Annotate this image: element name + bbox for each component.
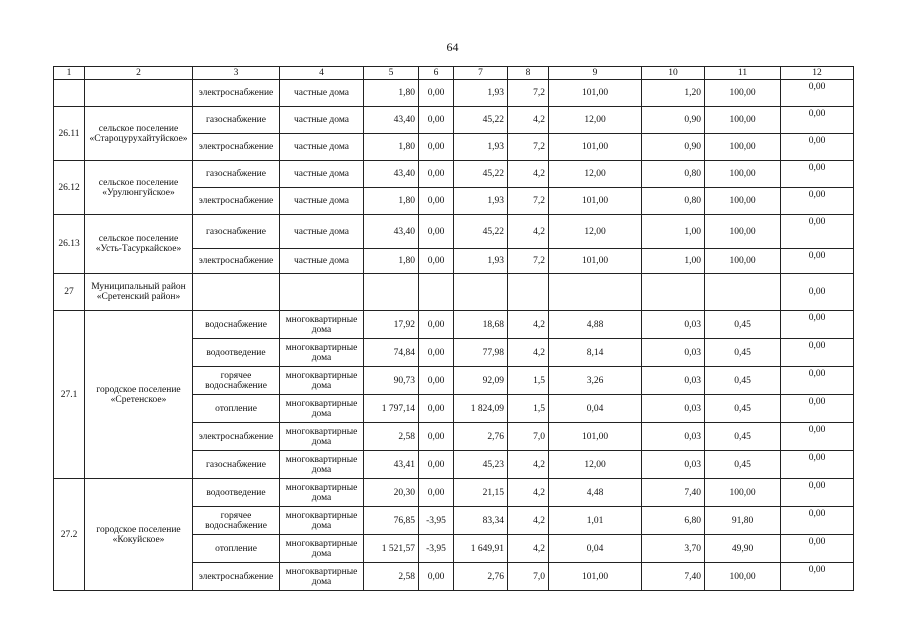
- value-cell: 4,2: [508, 507, 549, 535]
- data-table: [53, 66, 854, 591]
- value-cell: 100,00: [705, 80, 781, 107]
- value-cell: 0,00: [781, 367, 854, 395]
- value-cell: 12,00: [549, 107, 642, 134]
- value-cell: 0,00: [419, 451, 454, 479]
- value-cell: 18,68: [454, 311, 508, 339]
- value-cell: 7,2: [508, 134, 549, 161]
- value-cell: 0,00: [781, 479, 854, 507]
- value-cell: 0,00: [781, 215, 854, 249]
- type-cell: многоквартирные дома: [280, 507, 364, 535]
- row-id-cell: 27.1: [54, 311, 85, 479]
- value-cell: 100,00: [705, 188, 781, 215]
- service-cell: газоснабжение: [193, 107, 280, 134]
- value-cell: 1,01: [549, 507, 642, 535]
- value-cell: 8,14: [549, 339, 642, 367]
- row-id-cell: 26.12: [54, 161, 85, 215]
- service-cell: горячее водоснабжение: [193, 367, 280, 395]
- value-cell: 1,93: [454, 134, 508, 161]
- value-cell: 1,00: [642, 215, 705, 249]
- value-cell: 43,40: [364, 107, 419, 134]
- value-cell: 0,00: [781, 134, 854, 161]
- value-cell: 0,03: [642, 339, 705, 367]
- value-cell: 101,00: [549, 563, 642, 591]
- value-cell: 43,40: [364, 215, 419, 249]
- value-cell: 2,58: [364, 563, 419, 591]
- value-cell: 100,00: [705, 249, 781, 274]
- value-cell: 1,80: [364, 249, 419, 274]
- row-name-cell: Муниципальный район «Сретенский район»: [85, 274, 193, 311]
- header-row: [54, 67, 854, 80]
- type-cell: многоквартирные дома: [280, 423, 364, 451]
- value-cell: 1,93: [454, 188, 508, 215]
- value-cell: 0,00: [781, 80, 854, 107]
- value-cell: 4,2: [508, 339, 549, 367]
- value-cell: 4,2: [508, 161, 549, 188]
- value-cell: [705, 274, 781, 311]
- type-cell: многоквартирные дома: [280, 311, 364, 339]
- row-name-cell: [85, 80, 193, 107]
- value-cell: 83,34: [454, 507, 508, 535]
- type-cell: многоквартирные дома: [280, 535, 364, 563]
- value-cell: 101,00: [549, 188, 642, 215]
- value-cell: 100,00: [705, 134, 781, 161]
- row-id-cell: 27: [54, 274, 85, 311]
- value-cell: 45,22: [454, 215, 508, 249]
- value-cell: -3,95: [419, 507, 454, 535]
- value-cell: 45,23: [454, 451, 508, 479]
- value-cell: 0,00: [781, 188, 854, 215]
- value-cell: 1,93: [454, 80, 508, 107]
- value-cell: 0,00: [781, 535, 854, 563]
- value-cell: -3,95: [419, 535, 454, 563]
- value-cell: 0,00: [781, 274, 854, 311]
- value-cell: 7,2: [508, 80, 549, 107]
- type-cell: частные дома: [280, 215, 364, 249]
- value-cell: 1 797,14: [364, 395, 419, 423]
- table-row: [54, 161, 854, 188]
- value-cell: 77,98: [454, 339, 508, 367]
- value-cell: 101,00: [549, 134, 642, 161]
- value-cell: 100,00: [705, 215, 781, 249]
- value-cell: 101,00: [549, 249, 642, 274]
- table-row: [54, 479, 854, 507]
- value-cell: 0,00: [781, 107, 854, 134]
- type-cell: [280, 274, 364, 311]
- row-id-cell: [54, 80, 85, 107]
- type-cell: частные дома: [280, 188, 364, 215]
- table-row: [54, 274, 854, 311]
- value-cell: 49,90: [705, 535, 781, 563]
- table-row: [54, 215, 854, 249]
- value-cell: 4,2: [508, 451, 549, 479]
- service-cell: электроснабжение: [193, 80, 280, 107]
- value-cell: 0,00: [781, 451, 854, 479]
- value-cell: 7,40: [642, 563, 705, 591]
- value-cell: 1,80: [364, 80, 419, 107]
- value-cell: 12,00: [549, 215, 642, 249]
- value-cell: 2,76: [454, 563, 508, 591]
- value-cell: 1,20: [642, 80, 705, 107]
- value-cell: 0,45: [705, 395, 781, 423]
- value-cell: 0,00: [781, 339, 854, 367]
- service-cell: отопление: [193, 535, 280, 563]
- value-cell: 45,22: [454, 107, 508, 134]
- value-cell: 7,2: [508, 249, 549, 274]
- row-name-cell: сельское поселение «Усть-Тасуркайское»: [85, 215, 193, 274]
- col-header: 5: [364, 67, 419, 80]
- row-id-cell: 27.2: [54, 479, 85, 591]
- service-cell: электроснабжение: [193, 249, 280, 274]
- value-cell: 21,15: [454, 479, 508, 507]
- service-cell: [193, 274, 280, 311]
- type-cell: частные дома: [280, 249, 364, 274]
- value-cell: 100,00: [705, 563, 781, 591]
- value-cell: 7,2: [508, 188, 549, 215]
- value-cell: 0,00: [419, 134, 454, 161]
- value-cell: 7,0: [508, 423, 549, 451]
- value-cell: 43,40: [364, 161, 419, 188]
- value-cell: 0,03: [642, 423, 705, 451]
- row-name-cell: городское поселение «Сретенское»: [85, 311, 193, 479]
- col-header: 6: [419, 67, 454, 80]
- value-cell: 4,2: [508, 215, 549, 249]
- value-cell: 1,93: [454, 249, 508, 274]
- col-header: 10: [642, 67, 705, 80]
- value-cell: 0,00: [419, 479, 454, 507]
- value-cell: 1,5: [508, 367, 549, 395]
- value-cell: 0,00: [419, 249, 454, 274]
- service-cell: отопление: [193, 395, 280, 423]
- value-cell: 20,30: [364, 479, 419, 507]
- value-cell: 100,00: [705, 479, 781, 507]
- col-header: 4: [280, 67, 364, 80]
- value-cell: 0,45: [705, 339, 781, 367]
- value-cell: 17,92: [364, 311, 419, 339]
- value-cell: 0,00: [781, 395, 854, 423]
- value-cell: 1,5: [508, 395, 549, 423]
- value-cell: 2,58: [364, 423, 419, 451]
- col-header: 8: [508, 67, 549, 80]
- value-cell: 3,70: [642, 535, 705, 563]
- value-cell: 0,03: [642, 367, 705, 395]
- value-cell: 4,2: [508, 311, 549, 339]
- type-cell: многоквартирные дома: [280, 479, 364, 507]
- type-cell: частные дома: [280, 107, 364, 134]
- value-cell: 91,80: [705, 507, 781, 535]
- value-cell: 0,00: [419, 563, 454, 591]
- col-header: 11: [705, 67, 781, 80]
- row-name-cell: сельское поселение «Урулюнгуйское»: [85, 161, 193, 215]
- value-cell: 0,45: [705, 311, 781, 339]
- value-cell: [419, 274, 454, 311]
- value-cell: 1 521,57: [364, 535, 419, 563]
- col-header: 7: [454, 67, 508, 80]
- value-cell: 0,90: [642, 107, 705, 134]
- value-cell: 0,04: [549, 535, 642, 563]
- value-cell: 0,03: [642, 395, 705, 423]
- service-cell: электроснабжение: [193, 188, 280, 215]
- type-cell: многоквартирные дома: [280, 339, 364, 367]
- service-cell: водоснабжение: [193, 311, 280, 339]
- value-cell: 0,00: [419, 311, 454, 339]
- value-cell: 0,80: [642, 188, 705, 215]
- type-cell: многоквартирные дома: [280, 451, 364, 479]
- value-cell: 0,00: [781, 249, 854, 274]
- service-cell: газоснабжение: [193, 215, 280, 249]
- value-cell: 43,41: [364, 451, 419, 479]
- value-cell: 0,90: [642, 134, 705, 161]
- value-cell: 0,00: [419, 107, 454, 134]
- value-cell: [364, 274, 419, 311]
- table-row: [54, 311, 854, 339]
- col-header: 2: [85, 67, 193, 80]
- value-cell: 0,00: [781, 161, 854, 188]
- value-cell: 7,0: [508, 563, 549, 591]
- row-name-cell: сельское поселение «Староцурухайтуйское»: [85, 107, 193, 161]
- value-cell: 1,00: [642, 249, 705, 274]
- value-cell: 76,85: [364, 507, 419, 535]
- service-cell: горячее водоснабжение: [193, 507, 280, 535]
- value-cell: 0,00: [419, 395, 454, 423]
- value-cell: 0,00: [781, 507, 854, 535]
- value-cell: 1 824,09: [454, 395, 508, 423]
- value-cell: 1,80: [364, 188, 419, 215]
- value-cell: 0,00: [781, 311, 854, 339]
- table-row: [54, 107, 854, 134]
- value-cell: 0,04: [549, 395, 642, 423]
- row-id-cell: 26.11: [54, 107, 85, 161]
- value-cell: 90,73: [364, 367, 419, 395]
- value-cell: 0,45: [705, 423, 781, 451]
- service-cell: газоснабжение: [193, 451, 280, 479]
- value-cell: 7,40: [642, 479, 705, 507]
- col-header: 12: [781, 67, 854, 80]
- value-cell: 4,2: [508, 479, 549, 507]
- value-cell: 0,00: [419, 367, 454, 395]
- row-name-cell: городское поселение «Кокуйское»: [85, 479, 193, 591]
- value-cell: 101,00: [549, 423, 642, 451]
- value-cell: 4,48: [549, 479, 642, 507]
- value-cell: 1 649,91: [454, 535, 508, 563]
- table-row: [54, 80, 854, 107]
- value-cell: 4,88: [549, 311, 642, 339]
- value-cell: 3,26: [549, 367, 642, 395]
- type-cell: многоквартирные дома: [280, 395, 364, 423]
- value-cell: 6,80: [642, 507, 705, 535]
- value-cell: 0,00: [781, 563, 854, 591]
- type-cell: многоквартирные дома: [280, 367, 364, 395]
- value-cell: 12,00: [549, 451, 642, 479]
- page-number: 64: [446, 40, 459, 54]
- value-cell: 0,03: [642, 311, 705, 339]
- value-cell: [642, 274, 705, 311]
- type-cell: частные дома: [280, 134, 364, 161]
- value-cell: 0,00: [419, 339, 454, 367]
- value-cell: 0,00: [419, 423, 454, 451]
- value-cell: [508, 274, 549, 311]
- service-cell: газоснабжение: [193, 161, 280, 188]
- value-cell: 2,76: [454, 423, 508, 451]
- value-cell: 101,00: [549, 80, 642, 107]
- value-cell: 74,84: [364, 339, 419, 367]
- col-header: 3: [193, 67, 280, 80]
- value-cell: 0,03: [642, 451, 705, 479]
- type-cell: частные дома: [280, 80, 364, 107]
- value-cell: 0,00: [419, 80, 454, 107]
- value-cell: 4,2: [508, 107, 549, 134]
- value-cell: [454, 274, 508, 311]
- value-cell: 4,2: [508, 535, 549, 563]
- value-cell: 100,00: [705, 161, 781, 188]
- service-cell: электроснабжение: [193, 423, 280, 451]
- value-cell: [549, 274, 642, 311]
- value-cell: 0,00: [419, 161, 454, 188]
- col-header: 1: [54, 67, 85, 80]
- value-cell: 12,00: [549, 161, 642, 188]
- value-cell: 0,80: [642, 161, 705, 188]
- col-header: 9: [549, 67, 642, 80]
- value-cell: 45,22: [454, 161, 508, 188]
- value-cell: 92,09: [454, 367, 508, 395]
- value-cell: 0,00: [419, 215, 454, 249]
- value-cell: 0,45: [705, 451, 781, 479]
- service-cell: водоотведение: [193, 339, 280, 367]
- value-cell: 0,45: [705, 367, 781, 395]
- value-cell: 1,80: [364, 134, 419, 161]
- row-id-cell: 26.13: [54, 215, 85, 274]
- service-cell: электроснабжение: [193, 134, 280, 161]
- service-cell: водоотведение: [193, 479, 280, 507]
- type-cell: многоквартирные дома: [280, 563, 364, 591]
- type-cell: частные дома: [280, 161, 364, 188]
- value-cell: 0,00: [781, 423, 854, 451]
- value-cell: 100,00: [705, 107, 781, 134]
- service-cell: электроснабжение: [193, 563, 280, 591]
- value-cell: 0,00: [419, 188, 454, 215]
